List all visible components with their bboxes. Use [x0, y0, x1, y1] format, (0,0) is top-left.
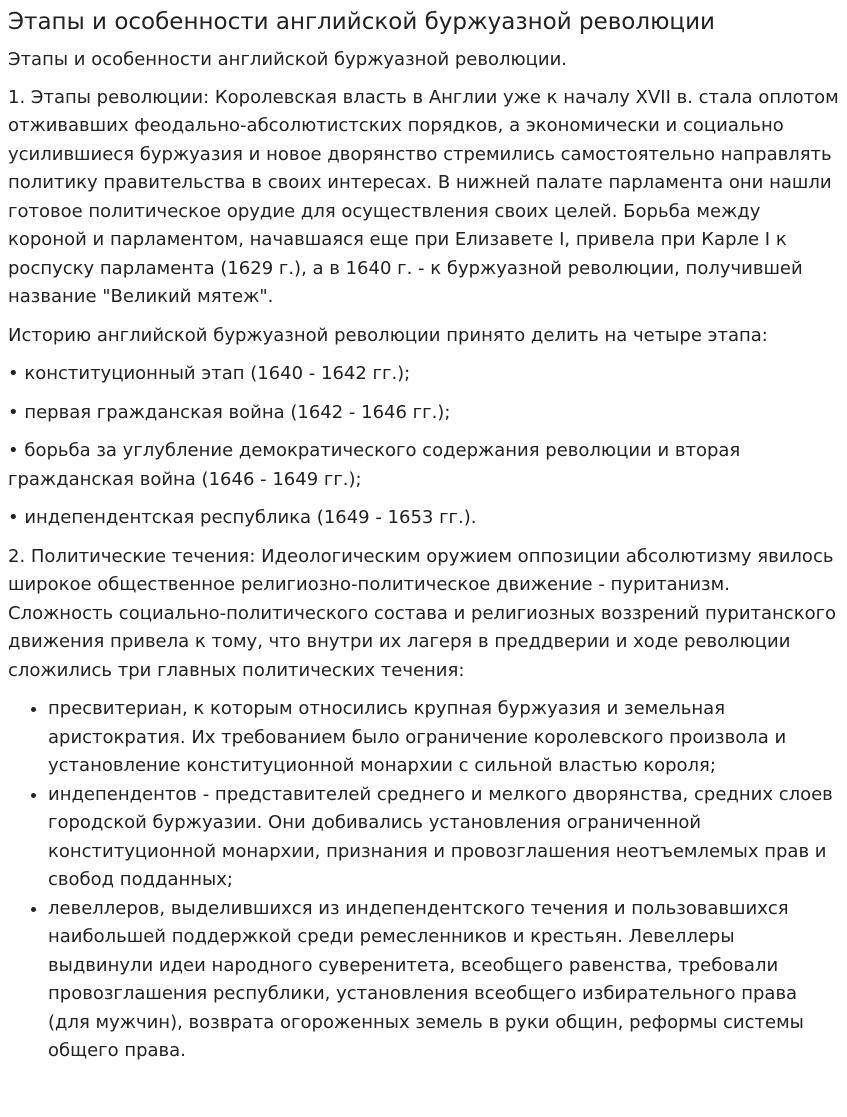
stages-intro: Историю английской буржуазной революции принято делить на четыре этапа:: [8, 324, 768, 346]
page-title: Этапы и особенности английской буржуазной революции: [8, 9, 715, 35]
stage-item: • первая гражданская война (1642 - 1646 гг.);: [8, 401, 451, 423]
section-1-paragraph: 1. Этапы революции: Королевская власть в Англии уже к началу XVII в. стала оплотом отживавших феодально-абсолютистских порядков, а экономически и социально усилившиеся буржуазия и новое дворянство стремились самостоятельно направлять политику правительства в своих интересах. В нижней палате парламента они нашли готовое политическое орудие для осуществления своих целей. Борьба между короной и парламентом, начавшаяся еще при Елизавете I, привела при Карле I к роспуску парламента (1629 г.), а в 1640 г. - к буржуазной революции, получившей название "Великий мятеж".: [8, 86, 839, 307]
subtitle: Этапы и особенности английской буржуазной революции.: [8, 49, 568, 70]
stage-item: • борьба за углубление демократического содержания революции и вторая гражданская война (1646 - 1649 гг.);: [8, 440, 741, 490]
section-2-paragraph: 2. Политические течения: Идеологическим оружием оппозиции абсолютизму явилось широкое общественное религиозно-политическое движение - пуританизм. Сложность социально-политического состава и религиозных воззрений пуританского движения привела к тому, что внутри их лагеря в преддверии и ходе революции сложились три главных политических течения:: [8, 545, 837, 681]
list-item: • индепендентов - представителей среднего и мелкого дворянства, средних слоев городской буржуазии. Они добивались установления ограниченной конституционной монархии, признания и провозглашения неотъемлемых прав и свобод подданных;: [48, 781, 839, 895]
political-currents-list: [8, 695, 839, 1066]
list-item: • левеллеров, выделившихся из индепендентского течения и пользовавшихся наибольшей поддержкой среди ремесленников и крестьян. Левеллеры выдвинули идеи народного суверенитета, всеобщего равенства, требовали провозглашения республики, установления всеобщего избирательного права (для мужчин), возврата огороженных земель в руки общин, реформы системы общего права.: [48, 895, 839, 1066]
stage-item: • конституционный этап (1640 - 1642 гг.);: [8, 363, 411, 384]
stage-item: • индепендентская республика (1649 - 1653 гг.).: [8, 507, 477, 528]
list-item: • пресвитериан, к которым относились крупная буржуазия и земельная аристократия. Их требованием было ограничение королевского произвола и установление конституционной монархии с сильной властью короля;: [48, 695, 839, 781]
